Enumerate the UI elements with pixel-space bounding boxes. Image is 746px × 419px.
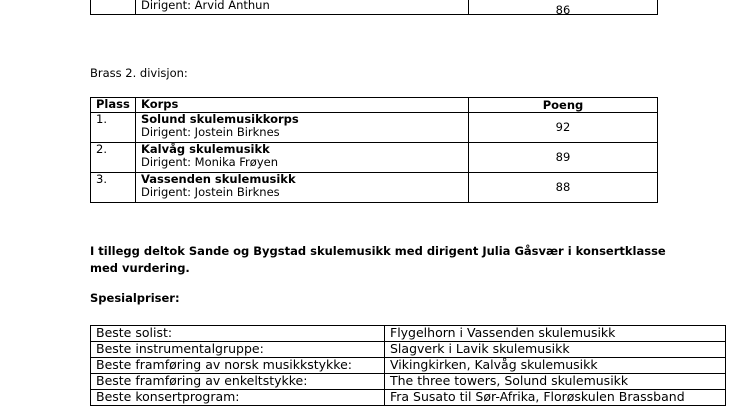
table-row	[91, 113, 658, 143]
points-header: Poeng	[469, 98, 658, 113]
band-cell	[136, 143, 469, 173]
place-header: Plass	[91, 98, 136, 113]
prize-category: Beste solist:	[91, 326, 385, 342]
table-row	[91, 0, 658, 15]
points-cell: 89	[469, 143, 658, 173]
prize-winner: Vikingkirken, Kalvåg skulemusikk	[385, 358, 726, 374]
prize-winner: Fra Susato til Sør-Afrika, Florøskulen Brassband	[385, 390, 726, 406]
prize-winner: Flygelhorn i Vassenden skulemusikk	[385, 326, 726, 342]
prize-category: Beste konsertprogram:	[91, 390, 385, 406]
points-cell: 88	[469, 173, 658, 203]
band-name: Kalvåg skulemusikk	[141, 142, 270, 156]
place-cell	[91, 0, 136, 15]
points-cell: 86	[469, 0, 658, 15]
special-prizes-heading: Spesialpriser:	[90, 291, 180, 305]
prize-winner: The three towers, Solund skulemusikk	[385, 374, 726, 390]
table-row	[91, 173, 658, 203]
band-cell	[136, 113, 469, 143]
points-cell: 92	[469, 113, 658, 143]
place-cell: 2.	[91, 143, 136, 173]
prize-category: Beste framføring av enkeltstykke:	[91, 374, 385, 390]
conductor-name: Dirigent: Jostein Birknes	[141, 125, 280, 139]
prize-row	[91, 390, 726, 406]
place-cell: 3.	[91, 173, 136, 203]
division-results-table	[90, 97, 658, 203]
prize-row	[91, 342, 726, 358]
division-heading: Brass 2. divisjon:	[90, 66, 188, 80]
conductor-name: Dirigent: Monika Frøyen	[141, 155, 278, 169]
prize-category: Beste framføring av norsk musikkstykke:	[91, 358, 385, 374]
participation-note: I tillegg deltok Sande og Bygstad skulemusikk med dirigent Julia Gåsvær i konsertklasse med vurdering.	[90, 244, 666, 275]
prize-row	[91, 326, 726, 342]
prize-row	[91, 358, 726, 374]
conductor-name: Dirigent: Jostein Birknes	[141, 185, 280, 199]
place-cell: 1.	[91, 113, 136, 143]
band-cell	[136, 173, 469, 203]
band-name: Solund skulemusikkorps	[141, 112, 299, 126]
band-name: Vassenden skulemusikk	[141, 172, 296, 186]
table-header-row	[91, 98, 658, 113]
special-prizes-table	[90, 325, 726, 406]
prize-row	[91, 374, 726, 390]
band-cell	[136, 0, 469, 15]
table-row	[91, 143, 658, 173]
prize-category: Beste instrumentalgruppe:	[91, 342, 385, 358]
band-header: Korps	[136, 98, 469, 113]
prize-winner: Slagverk i Lavik skulemusikk	[385, 342, 726, 358]
previous-results-table	[90, 0, 658, 15]
conductor-name: Dirigent: Arvid Anthun	[141, 0, 270, 12]
